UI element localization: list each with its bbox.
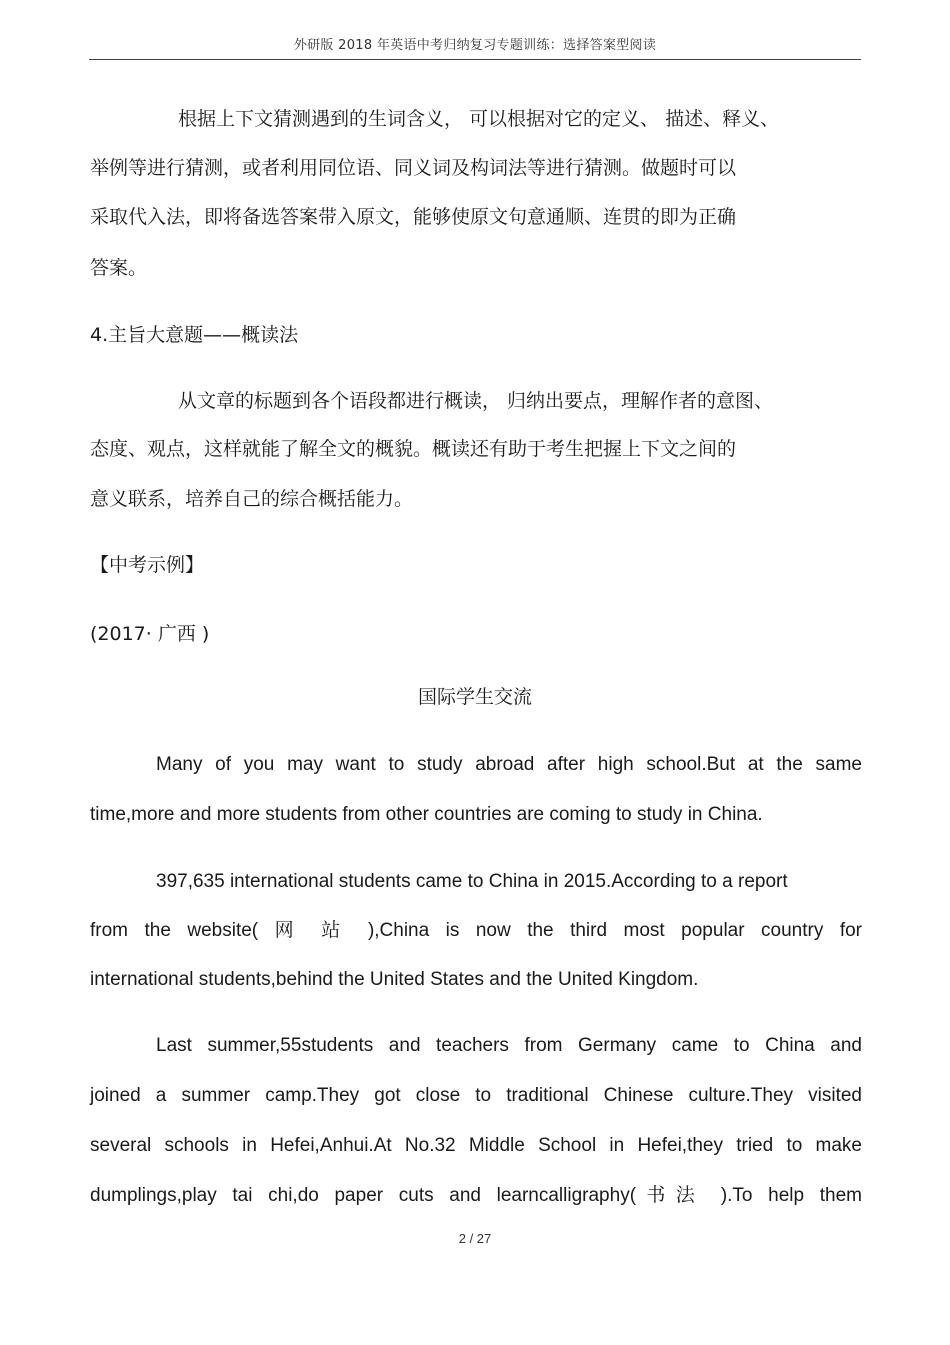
page-number: 2 / 27 <box>458 1231 492 1246</box>
page-header: 外研版 2018 年英语中考归纳复习专题训练：选择答案型阅读 <box>293 38 657 53</box>
passage-line: Many of you may want to study abroad after high school.But at the same <box>156 754 862 775</box>
header-divider <box>89 59 861 60</box>
paragraph-line: 从文章的标题到各个语段都进行概读， 归纳出要点，理解作者的意图、 <box>178 390 774 412</box>
passage-line: international students,behind the United States and the United Kingdom. <box>90 969 699 990</box>
passage-line: from the website( 网 站 ),China is now the third most popular country for <box>90 920 862 941</box>
passage-line: time,more and more students from other countries are coming to study in China. <box>90 804 763 825</box>
paragraph-line: 根据上下文猜测遇到的生词含义， 可以根据对它的定义、 描述、释义、 <box>178 108 780 130</box>
paragraph-line: 举例等进行猜测，或者利用同位语、同义词及构词法等进行猜测。做题时可以 <box>90 157 737 179</box>
paragraph-line: 答案。 <box>90 257 148 279</box>
passage-line: 397,635 international students came to China in 2015.According to a report <box>156 871 788 892</box>
source-label: (2017· 广西 ) <box>90 623 210 645</box>
paragraph-line: 意义联系，培养自己的综合概括能力。 <box>90 488 414 510</box>
paragraph-line: 态度、观点，这样就能了解全文的概貌。概读还有助于考生把握上下文之间的 <box>90 438 737 460</box>
paragraph-line: 采取代入法，即将备选答案带入原文，能够使原文句意通顺、连贯的即为正确 <box>90 206 737 228</box>
passage-line: several schools in Hefei,Anhui.At No.32 Middle School in Hefei,they tried to make <box>90 1135 862 1156</box>
passage-title: 国际学生交流 <box>417 686 532 708</box>
example-label: 【中考示例】 <box>90 554 205 576</box>
section-heading: 4.主旨大意题——概读法 <box>90 324 299 346</box>
passage-line: joined a summer camp.They got close to traditional Chinese culture.They visited <box>90 1085 862 1106</box>
passage-line: Last summer,55students and teachers from Germany came to China and <box>156 1035 862 1056</box>
passage-line: dumplings,play tai chi,do paper cuts and learncalligraphy(书法 ).To help them <box>90 1185 862 1206</box>
